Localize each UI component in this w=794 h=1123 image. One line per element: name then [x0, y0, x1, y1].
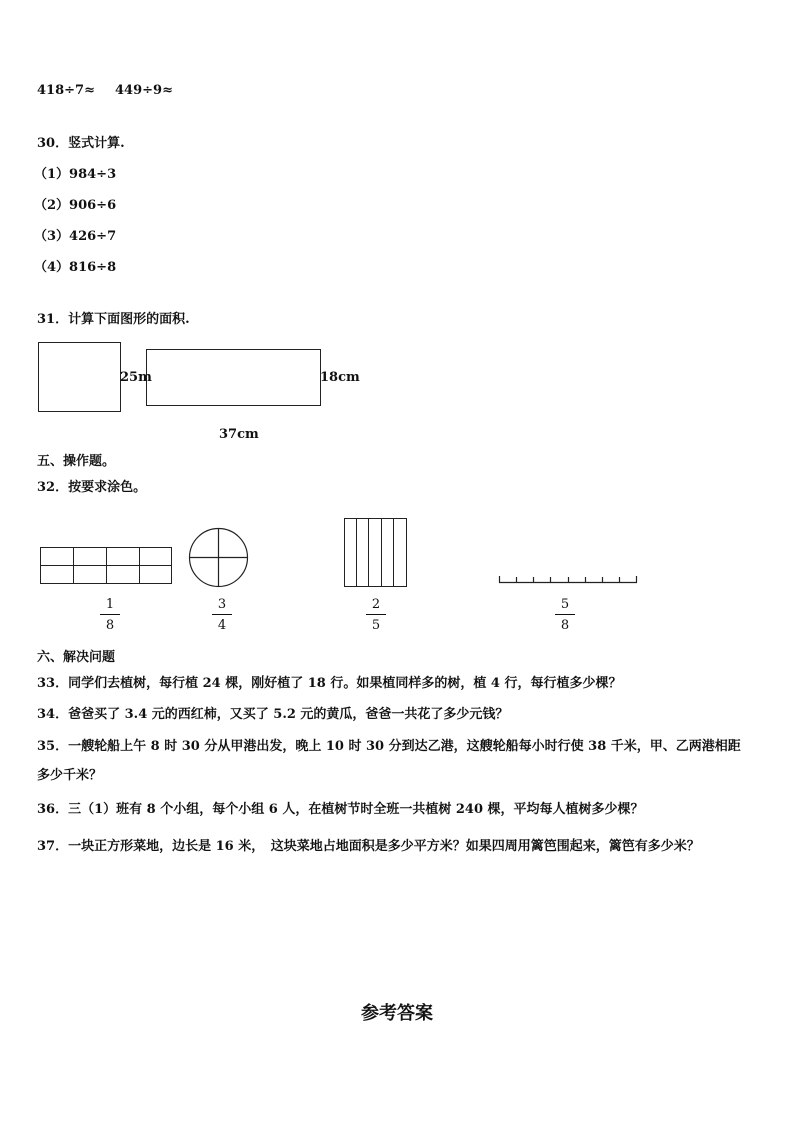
fraction-3-denominator: 5: [371, 618, 381, 633]
q32-title: 32．按要求涂色。: [37, 480, 147, 495]
estimate-418-div-7: 418÷7≈: [37, 83, 95, 98]
fraction-1-denominator: 8: [105, 618, 115, 633]
section-6-title: 六、解决问题: [37, 650, 116, 665]
square-side-label: 25m: [120, 370, 152, 385]
fraction-4-numerator: 5: [560, 597, 570, 612]
q35-text-line1: 35．一艘轮船上午 8 时 30 分从甲港出发，晚上 10 时 30 分到达乙港，这艘轮船每小时行使 38 千米，甲、乙两港相距: [37, 739, 741, 754]
rectangle-width-label: 37cm: [219, 427, 259, 442]
q30-item-4: （4）816÷8: [34, 260, 117, 275]
fraction-4-denominator: 8: [560, 618, 570, 633]
rectangle-figure: [147, 350, 321, 406]
q30-item-2: （2）906÷6: [34, 198, 117, 213]
q34-text: 34．爸爸买了 3.4 元的西红柿，又买了 5.2 元的黄瓜，爸爸一共花了多少元钱？: [37, 707, 509, 722]
q31-title: 31．计算下面图形的面积.: [37, 312, 190, 327]
square-figure: [39, 343, 121, 412]
fraction-3-numerator: 2: [371, 597, 381, 612]
estimate-449-div-9: 449÷9≈: [115, 83, 173, 98]
striped-rectangle-figure: [345, 519, 407, 587]
quartered-circle-figure: [190, 529, 248, 587]
fraction-1-bar: [100, 614, 120, 615]
fraction-2-numerator: 3: [217, 597, 227, 612]
fraction-4-bar: [555, 614, 575, 615]
fraction-3-bar: [366, 614, 386, 615]
q35-text-line2: 多少千米？: [37, 768, 103, 783]
section-5-title: 五、操作题。: [37, 454, 116, 469]
q37-text: 37．一块正方形菜地，边长是 16 米， 这块菜地占地面积是多少平方米？如果四周用篱笆围起来，篱笆有多少米？: [37, 839, 700, 854]
fraction-1-numerator: 1: [105, 597, 115, 612]
q30-item-1: （1）984÷3: [34, 167, 117, 182]
q30-title: 30．竖式计算.: [37, 136, 125, 151]
grid-2x4-figure: [41, 548, 172, 584]
fraction-4: [555, 597, 575, 633]
rectangle-height-label: 18cm: [320, 370, 360, 385]
q30-item-3: （3）426÷7: [34, 229, 117, 244]
fraction-2: [212, 597, 232, 633]
divided-line-figure: [499, 576, 637, 583]
q33-text: 33．同学们去植树，每行植 24 棵，刚好植了 18 行。如果植同样多的树，植 4 行，每行植多少棵？: [37, 676, 622, 691]
answer-key-heading: 参考答案: [361, 1003, 433, 1024]
fraction-2-bar: [212, 614, 232, 615]
fraction-3: [366, 597, 386, 633]
q36-text: 36．三（1）班有 8 个小组，每个小组 6 人，在植树节时全班一共植树 240 棵，平均每人植树多少棵？: [37, 802, 644, 817]
fraction-2-denominator: 4: [217, 618, 227, 633]
fraction-1: [100, 597, 120, 633]
